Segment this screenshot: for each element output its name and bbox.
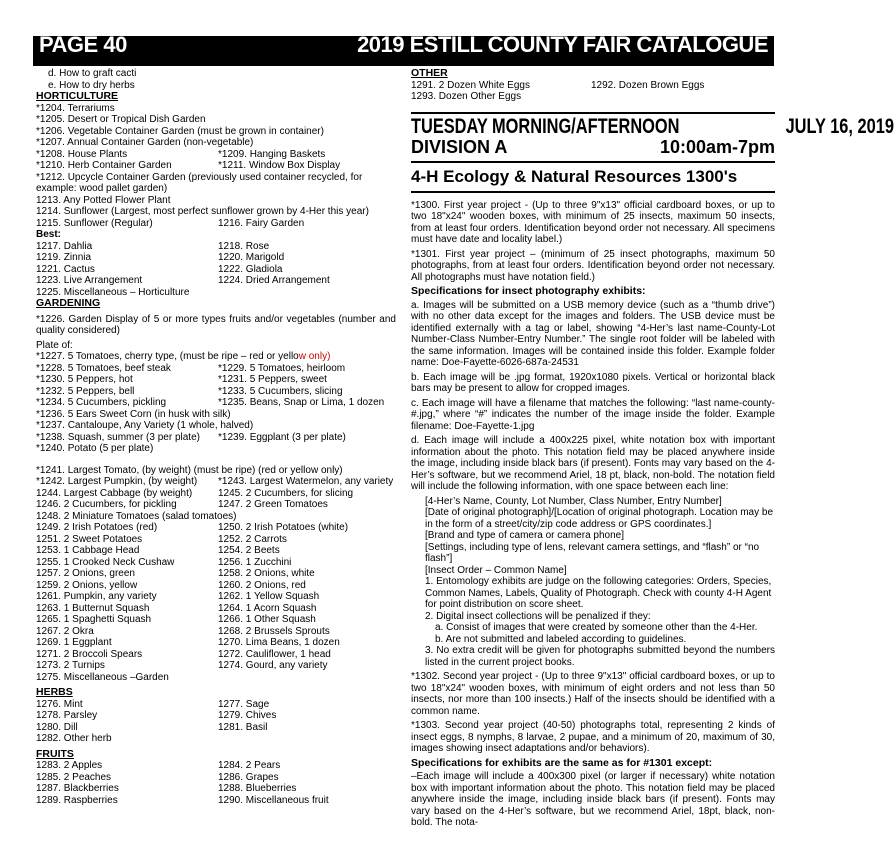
division-time: 10:00am-7pm: [659, 136, 775, 157]
entry-row: [36, 149, 396, 161]
entry-left: 1257. 2 Onions, green: [36, 568, 135, 579]
notation-line: [Settings, including type of lens, relevant camera settings, and “flash” or “no flash”]: [425, 541, 760, 564]
subheading: Specifications for insect photography exhibits:: [411, 285, 646, 297]
section-heading: HERBS: [36, 686, 73, 698]
entry-row: [36, 218, 396, 230]
rule-line: b. Are not submitted and labeled according to guidelines.: [435, 633, 687, 645]
entry-row: [36, 591, 396, 603]
entry-right: 1292. Dozen Brown Eggs: [591, 79, 705, 91]
entry-left: 1285. 2 Peaches: [36, 771, 112, 783]
divider: [411, 161, 775, 163]
entry-left: 1219. Zinnia: [36, 252, 92, 263]
entry-row: [411, 80, 775, 92]
division-header: [411, 136, 775, 158]
text-line: 1214. Sunflower (Largest, most perfect sunflower grown by 4-Her this year): [36, 206, 369, 217]
paragraph: d. Each image will include a 400x225 pixel, white notation box with important information about the photo. This notation field may be placed anywhere inside the image, including inside black bars (if present). Fonts may vary based on the 4-Her’s software, but we recommend Ariel, 18 pt, black, non-bold. The notation field will include the following information, with one space between each line:: [411, 435, 775, 492]
text-line: *1207. Annual Container Garden (non-vegetable): [36, 137, 254, 148]
text-line: 1293. Dozen Other Eggs: [411, 91, 522, 102]
section-heading: HORTICULTURE: [36, 90, 119, 102]
entry-right: 1258. 2 Onions, white: [218, 568, 315, 579]
text-line: 1225. Miscellaneous – Horticulture: [36, 286, 190, 298]
entry-left: *1232. 5 Peppers, bell: [36, 385, 135, 397]
entry-row: [36, 160, 396, 172]
notation-line: [Date of original photograph]/[Location of original photograph. Location may be in the form of a street/city/zip code address or GPS coordinates.]: [425, 507, 774, 530]
text-line: 1213. Any Potted Flower Plant: [36, 194, 171, 206]
left-column: [36, 68, 396, 806]
entry-left: *1228. 5 Tomatoes, beef steak: [36, 362, 171, 374]
entry-row: [36, 476, 396, 488]
entry-left: *1230. 5 Peppers, hot: [36, 374, 133, 385]
entry-row: [36, 374, 396, 386]
entry-left: 1251. 2 Sweet Potatoes: [36, 533, 143, 545]
entry-row: [36, 568, 396, 580]
entry-right: *1243. Largest Watermelon, any variety: [218, 476, 394, 487]
entry-right: 1284. 2 Pears: [218, 760, 281, 771]
text-line: *1226. Garden Display of 5 or more types fruits and/or vegetables (number and quality considered): [36, 313, 396, 336]
entry-row: [36, 795, 396, 807]
entry-row: [36, 710, 396, 722]
entry-row: [36, 241, 396, 253]
entry-left: 1221. Cactus: [36, 263, 95, 275]
entry-right: 1272. Cauliflower, 1 head: [218, 648, 331, 660]
entry-row: [36, 386, 396, 398]
entry-left: 1244. Largest Cabbage (by weight): [36, 487, 193, 499]
text-line: d. How to graft cacti: [48, 68, 137, 79]
entry-row: [36, 545, 396, 557]
text-line: 1248. 2 Miniature Tomatoes (salad tomatoes): [36, 510, 237, 522]
entry-left: 1265. 1 Spaghetti Squash: [36, 614, 152, 625]
entry-left: 1223. Live Arrangement: [36, 275, 143, 286]
entry-row: [36, 660, 396, 672]
entry-right: *1211. Window Box Display: [218, 160, 341, 171]
entry-row: [36, 614, 396, 626]
page-number: PAGE 40: [39, 32, 127, 57]
division-name: DIVISION A: [411, 136, 508, 157]
entry-left: 1261. Pumpkin, any variety: [36, 591, 157, 602]
entry-left: *1238. Squash, summer (3 per plate): [36, 431, 200, 443]
entry-right: 1250. 2 Irish Potatoes (white): [218, 522, 349, 533]
entry-right: 1277. Sage: [218, 698, 270, 710]
entry-text: *1227. 5 Tomatoes, cherry type, (must be ripe – red or yello: [36, 351, 299, 362]
entry-row: [36, 397, 396, 409]
entry-right: 1256. 1 Zucchini: [218, 556, 292, 568]
entry-right: *1209. Hanging Baskets: [218, 148, 326, 160]
entry-row: [36, 275, 396, 287]
entry-left: 1215. Sunflower (Regular): [36, 217, 153, 229]
text-line: *1204. Terrariums: [36, 102, 115, 114]
entry-left: 1291. 2 Dozen White Eggs: [411, 79, 530, 91]
text-line: *1212. Upcycle Container Garden (previously used container recycled, for example: wood pallet garden): [36, 171, 363, 194]
entry-left: 1280. Dill: [36, 721, 78, 733]
text-line: *1236. 5 Ears Sweet Corn (in husk with silk): [36, 408, 231, 420]
section-heading: GARDENING: [36, 297, 101, 309]
entry-right: 1281. Basil: [218, 721, 268, 733]
entry-left: 1217. Dahlia: [36, 240, 93, 252]
entry-right: 1274. Gourd, any variety: [218, 660, 328, 671]
divider: [411, 112, 775, 114]
entry-right: 1245. 2 Cucumbers, for slicing: [218, 487, 354, 499]
entry-row: [36, 363, 396, 375]
entry-row: [36, 580, 396, 592]
entry-row: [36, 264, 396, 276]
text-line: *1241. Largest Tomato, (by weight) (must be ripe) (red or yellow only): [36, 464, 343, 476]
entry-text-red: w only): [298, 351, 331, 362]
entry-line: [36, 351, 396, 363]
entry-row: [36, 488, 396, 500]
notation-line: [Brand and type of camera or camera phone]: [425, 530, 625, 541]
entry-left: *1242. Largest Pumpkin, (by weight): [36, 476, 198, 487]
entry-left: 1255. 1 Crooked Neck Cushaw: [36, 556, 175, 568]
entry-left: 1246. 2 Cucumbers, for pickling: [36, 499, 177, 510]
entry-right: 1290. Miscellaneous fruit: [218, 794, 329, 806]
entry-row: [36, 626, 396, 638]
entry-left: 1273. 2 Turnips: [36, 660, 105, 671]
right-column: [411, 67, 894, 832]
entry-left: *1208. House Plants: [36, 148, 128, 160]
session-day: TUESDAY MORNING/AFTERNOON: [411, 114, 680, 138]
entry-right: 1264. 1 Acorn Squash: [218, 602, 317, 614]
entry-left: 1289. Raspberries: [36, 794, 118, 806]
entry-row: [36, 637, 396, 649]
subheading: Specifications for exhibits are the same as for #1301 except:: [411, 756, 713, 769]
paragraph: *1303. Second year project (40-50) photographs total, representing 2 kinds of insect eggs, 8 nymphs, 8 larvae, 2 pupae, and a minimum of 20, maximum of 30, images showing insect adaptations and/or behaviors).: [411, 720, 775, 754]
entry-left: 1269. 1 Eggplant: [36, 637, 112, 648]
entry-left: *1210. Herb Container Garden: [36, 160, 172, 171]
entry-left: 1259. 2 Onions, yellow: [36, 579, 138, 591]
rule-line: 2. Digital insect collections will be penalized if they:: [425, 610, 651, 622]
entry-left: 1253. 1 Cabbage Head: [36, 545, 140, 556]
entry-right: 1220. Marigold: [218, 252, 285, 263]
entry-right: 1216. Fairy Garden: [218, 217, 305, 229]
notation-line: [Insect Order – Common Name]: [425, 564, 567, 576]
entry-right: *1239. Eggplant (3 per plate): [218, 431, 346, 443]
entry-row: [36, 699, 396, 711]
entry-row: [36, 432, 396, 444]
paragraph: *1301. First year project – (minimum of 25 insect photographs, maximum 50 photographs, from at least four orders. Identification beyond order not necessary. All photographs must have notation field.): [411, 248, 775, 283]
entry-row: [36, 252, 396, 264]
session-header: [411, 114, 894, 138]
paragraph: b. Each image will be .jpg format, 1920x1080 pixels. Vertical or horizontal black bars may be present to allow for cropped images.: [411, 371, 775, 394]
divider: [411, 191, 775, 193]
entry-row: [36, 557, 396, 569]
entry-right: 1268. 2 Brussels Sprouts: [218, 625, 330, 637]
entry-right: 1218. Rose: [218, 240, 270, 252]
text-line: *1240. Potato (5 per plate): [36, 443, 154, 454]
paragraph: c. Each image will have a filename that matches the following: “last name-county-#.jpg,” where “#” indicates the number of the image inside the folder. Example filename: Doe-Fayette-1.jpg: [411, 397, 775, 432]
section-heading: Best:: [36, 229, 62, 240]
entry-left: 1267. 2 Okra: [36, 625, 94, 637]
catalogue-title: 2019 ESTILL COUNTY FAIR CATALOGUE: [357, 32, 768, 57]
rule-line: 1. Entomology exhibits are judge on the following categories: Orders, Species, Common Names, Labels, Quality of Photograph. Check with county 4-H Agent for point distribution on score sheet.: [425, 576, 772, 610]
entry-row: [36, 649, 396, 661]
section-heading: FRUITS: [36, 747, 74, 760]
entry-right: *1233. 5 Cucumbers, slicing: [218, 385, 343, 397]
entry-row: [36, 772, 396, 784]
entry-right: 1279. Chives: [218, 710, 277, 721]
section-heading: OTHER: [411, 67, 448, 79]
paragraph: –Each image will include a 400x300 pixel (or larger if necessary) white notation box with important information about the photo. This notation field may be placed anywhere inside the image, including inside black bars (if present). Fonts may vary based on the 4-Her’s software, but we recommend Ariel, 18pt, black, non-bold. The nota-: [411, 771, 775, 828]
text-line: e. How to dry herbs: [48, 79, 135, 91]
text-line: *1206. Vegetable Container Garden (must be grown in container): [36, 125, 324, 137]
entry-row: [36, 783, 396, 795]
entry-right: 1286. Grapes: [218, 771, 279, 783]
entry-row: [36, 534, 396, 546]
entry-right: 1270. Lima Beans, 1 dozen: [218, 637, 340, 648]
notation-line: [4-Her’s Name, County, Lot Number, Class Number, Entry Number]: [425, 495, 722, 507]
entry-right: 1288. Blueberries: [218, 783, 297, 794]
rule-line: a. Consist of images that were created by someone other than the 4-Her.: [435, 622, 758, 633]
entry-right: 1254. 2 Beets: [218, 545, 280, 556]
entry-left: 1249. 2 Irish Potatoes (red): [36, 522, 158, 533]
entry-left: 1278. Parsley: [36, 710, 98, 721]
entry-right: 1260. 2 Onions, red: [218, 579, 306, 591]
entry-row: [36, 603, 396, 615]
entry-right: *1231. 5 Peppers, sweet: [218, 374, 327, 385]
entry-left: *1234. 5 Cucumbers, pickling: [36, 397, 167, 408]
entry-right: 1266. 1 Other Squash: [218, 614, 316, 625]
text-line: 1275. Miscellaneous –Garden: [36, 671, 169, 683]
entry-right: 1222. Gladiola: [218, 263, 283, 275]
text-line: *1205. Desert or Tropical Dish Garden: [36, 114, 206, 125]
entry-right: 1252. 2 Carrots: [218, 533, 287, 545]
paragraph: a. Images will be submitted on a USB memory device (such as a “thumb drive”) with no other data except for the images and folders. The USB device must be identified externally with a tag or label, showing “4-Her’s last name-County-Lot Number-Class Number-Entry Number.” The single root folder will be labeled with the same information. Images will be contained inside this folder. Example folder name: Doe-Fayette-6026-687a-24531: [411, 299, 775, 368]
text-line: *1237. Cantaloupe, Any Variety (1 whole, halved): [36, 420, 254, 431]
entry-left: 1276. Mint: [36, 698, 83, 710]
paragraph: *1302. Second year project - (Up to three 9"x13" official cardboard boxes, or up to two 18"x24" wooden boxes, with minimum of eight orders and not less than 50 insects, nor more than 100 insects.) Half of the insects should be identified with a common name.: [411, 671, 775, 717]
entry-right: 1262. 1 Yellow Squash: [218, 591, 320, 602]
entry-row: [36, 522, 396, 534]
entry-left: 1283. 2 Apples: [36, 760, 103, 771]
paragraph: *1300. First year project - (Up to three 9"x13" official cardboard boxes, or up to two 18"x24" wooden boxes, with minimum of 25 insects, maximum 50 insects, from at least four orders. Identification beyond order not necessary. All specimens must have date and locality label.): [411, 199, 775, 245]
rule-line: 3. No extra credit will be given for photographs submitted beyond the numbers listed in the current project books.: [425, 645, 775, 668]
entry-row: [36, 499, 396, 511]
session-date: JULY 16, 2019: [785, 114, 894, 138]
entry-right: 1224. Dried Arrangement: [218, 275, 330, 286]
entry-left: 1287. Blackberries: [36, 783, 119, 794]
entry-right: 1247. 2 Green Tomatoes: [218, 499, 328, 510]
entry-row: [36, 722, 396, 734]
page-banner: [33, 32, 774, 66]
text-line: Plate of:: [36, 339, 73, 351]
entry-right: *1229. 5 Tomatoes, heirloom: [218, 362, 346, 374]
entry-right: *1235. Beans, Snap or Lima, 1 dozen: [218, 397, 385, 408]
text-line: 1282. Other herb: [36, 733, 112, 744]
entry-row: [36, 760, 396, 772]
entry-left: 1263. 1 Butternut Squash: [36, 602, 150, 614]
entry-left: 1271. 2 Broccoli Spears: [36, 648, 143, 660]
section-title: 4-H Ecology & Natural Resources 1300's: [411, 166, 738, 186]
